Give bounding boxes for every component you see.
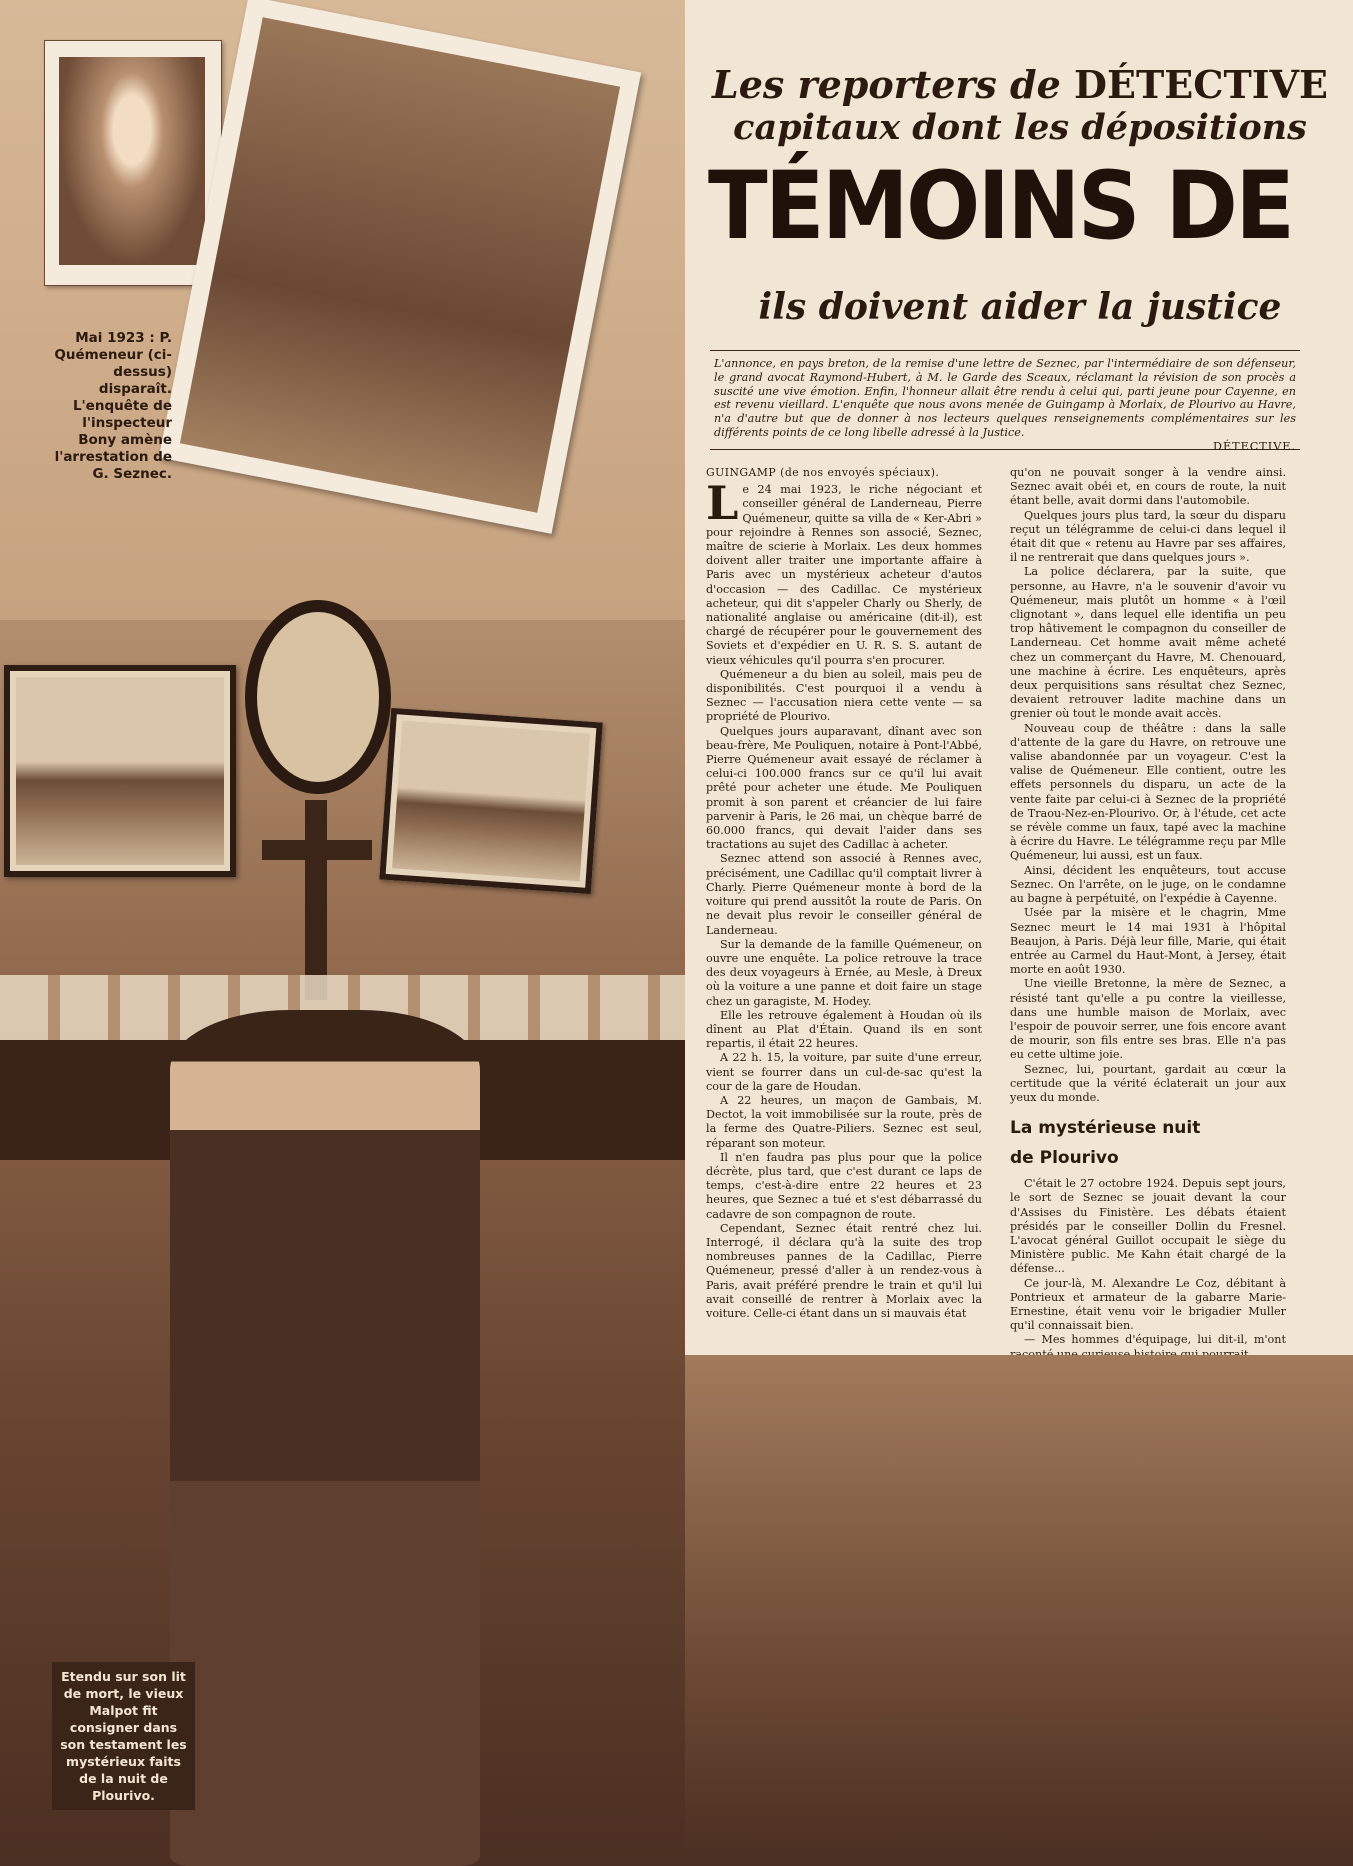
intro-box	[710, 350, 1300, 453]
paragraph: Nouveau coup de théâtre : dans la salle d'attente de la gare du Havre, on retrouve une valise abandonnée par un voyageur. C'est la valise de Quémeneur. Elle contient, outre les effets personnels du disparu, un acte de la vente faite par celui-ci à Seznec de la propriété de Traou-Nez-en-Plourivo. Or, à l'étude, cet acte se révèle comme un faux, tapé avec la machine à écrire du Havre. Le télégramme reçu par Mlle Quémeneur, lui aussi, est un faux.	[1010, 721, 1286, 863]
headline-line-2: capitaux dont les dépositions	[733, 107, 1307, 148]
paragraph: A 22 h. 15, la voiture, par suite d'une erreur, vient se fourrer dans un cul-de-sac qu'est la cour de la gare de Houdan.	[706, 1051, 982, 1093]
article-column-2	[1010, 466, 1286, 1347]
paragraph: Il n'en faudra pas plus pour que la police décrète, plus tard, que c'est durant ce laps de temps, c'est-à-dire entre 22 heures et 23 heures, que Seznec a tué et s'est débarrassé du cadavre de son compagnon de route.	[706, 1150, 982, 1221]
portrait-photo-quemeneur	[44, 40, 222, 286]
paragraph: e 24 mai 1923, le riche négociant et conseiller général de Landerneau, Pierre Quémeneur, quitte sa villa de « Ker-Abri » pour rejoindre à Rennes son associé, Seznec, maître de scierie à Morlaix. Les deux hommes doivent aller traiter une importante affaire à Paris avec un mystérieux acheteur d'autos d'occasion — des Cadillac. Ce mystérieux acheteur, qui dit s'appeler Charly ou Sherly, de nationalité anglaise ou américaine (dit-il), est chargé de récupérer pour le gouvernement des Soviets et d'expédier en U. R. S. S. autant de vieux véhicules qu'il pourra s'en procurer.	[706, 483, 982, 667]
paragraph: Cependant, Seznec était rentré chez lui. Interrogé, il déclara qu'à la suite des trop nombreuses pannes de la Cadillac, Pierre Quémeneur, pressé d'aller à un rendez-vous à Paris, avait préféré prendre le train et qu'il lui avait conseillé de rentrer à Morlaix avec la voiture. Celle-ci étant dans un si mauvais état	[706, 1221, 982, 1320]
paragraph: Ainsi, décident les enquêteurs, tout accuse Seznec. On l'arrête, on le juge, on le condamne au bagne à perpétuité, on l'expédie à Cayenne.	[1010, 863, 1286, 906]
paragraph: Quémeneur a du bien au soleil, mais peu de disponibilités. C'est pourquoi il a vendu à Seznec — l'accusation niera cette vente — sa propriété de Plourivo.	[706, 667, 982, 724]
intro-text: L'annonce, en pays breton, de la remise d'une lettre de Seznec, par l'intermédiaire de son défenseur, le grand avocat Raymond-Hubert, à M. le Garde des Sceaux, réclamant la révision de son procès a suscité une vive émotion. Enfin, l'honneur allait être rendu à celui qui, parti jeune pour Cayenne, en est revenu vieillard. L'enquête que nous avons menée de Guingamp à Morlaix, de Plourivo au Havre, n'a d'autre but que de donner à nos lecteurs quelques renseignements complémentaires sur les différents points de ce long libelle adressé à la Justice.	[714, 357, 1296, 439]
framed-painting-right	[379, 708, 602, 894]
paragraph: Elle les retrouve également à Houdan où ils dînent au Plat d'Étain. Quand ils en sont repartis, il était 22 heures.	[706, 1008, 982, 1051]
paragraph: Quelques jours plus tard, la sœur du disparu reçut un télégramme de celui-ci dans lequel il était dit que « retenu au Havre par ses affaires, il ne rentrerait que dans quelques jours ».	[1010, 508, 1286, 565]
dateline: GUINGAMP (de nos envoyés spéciaux).	[706, 466, 940, 479]
headline-line-3: ils doivent aider la justice	[758, 286, 1282, 328]
caption-top-left: Mai 1923 : P. Quémeneur (ci-dessus) disparaît. L'enquête de l'inspecteur Bony amène l'arrestation de G. Seznec.	[54, 330, 172, 482]
intro-signature: DÉTECTIVE.	[1212, 439, 1296, 453]
paragraph: La police déclarera, par la suite, que personne, au Havre, n'a le souvenir d'avoir vu Quémeneur, mais plutôt un homme « à l'œil clignotant », dans lequel elle identifia un peu trop hâtivement le compagnon du conseiller de Landerneau. Cet homme avait même acheté chez un commerçant du Havre, M. Chenouard, une machine à écrire. Les enquêteurs, après deux perquisitions sans résultat chez Seznec, devaient retrouver ladite machine dans un grenier où tout le monde avait accès.	[1010, 565, 1286, 721]
deathbed-photo	[685, 1355, 1353, 1866]
paragraph: Seznec attend son associé à Rennes avec, précisément, une Cadillac qu'il comptait livrer à Charly. Pierre Quémeneur monte à bord de la voiture qui prend aussitôt la route de Paris. On ne devait plus revoir le conseiller général de Landerneau.	[706, 852, 982, 937]
wooden-cross	[305, 800, 327, 1000]
paragraph: Ce jour-là, M. Alexandre Le Coz, débitant à Pontrieux et armateur de la gabarre Marie-Ernestine, était venu voir le brigadier Muller qu'il connaissait bien.	[1010, 1276, 1286, 1333]
paragraph: A 22 heures, un maçon de Gambais, M. Dectot, la voit immobilisée sur la route, près de la ferme des Quatre-Piliers. Seznec est seul, réparant son moteur.	[706, 1093, 982, 1150]
article-column-1	[706, 466, 982, 1320]
paragraph: Une vieille Bretonne, la mère de Seznec, a résisté tant qu'elle a pu contre la vieillesse, dans une humble maison de Morlaix, avec l'espoir de pouvoir serrer, une fois encore avant de mourir, son fils entre ses bras. Elle n'a pas eu cette ultime joie.	[1010, 977, 1286, 1062]
headline-line-1: Les reporters de DÉTECTIVE	[712, 62, 1328, 107]
paragraph: Seznec, lui, pourtant, gardait au cœur la certitude que la vérité éclaterait un jour aux yeux du monde.	[1010, 1062, 1286, 1104]
oval-mirror	[245, 600, 391, 794]
section-subheading: La mystérieuse nuit de Plourivo	[1010, 1118, 1201, 1169]
paragraph: Quelques jours auparavant, dînant avec son beau-frère, Me Pouliquen, notaire à Pont-l'Abbé, Pierre Quémeneur avait essayé de réclamer à celui-ci 100.000 francs sur ce qu'il lui avait prêté pour acheter une étude. Me Pouliquen promit à son parent et créancier de lui faire parvenir à Paris, le 26 mai, un chèque barré de 60.000 francs, qui devait l'aider dans ses tractations au sujet des Cadillac à acheter.	[706, 724, 982, 852]
paragraph: C'était le 27 octobre 1924. Depuis sept jours, le sort de Seznec se jouait devant la cour d'Assises du Finistère. Les débats étaient présidés par le conseiller Dollin du Fresnel. L'avocat général Guillot occupait le siège du Ministère public. Me Kahn était chargé de la défense...	[1010, 1177, 1286, 1276]
brand-name: DÉTECTIVE	[1074, 62, 1328, 107]
caption-bottom-left: Etendu sur son lit de mort, le vieux Malpot fit consigner dans son testament les mystérieux faits de la nuit de Plourivo.	[52, 1662, 195, 1810]
framed-painting-left	[4, 665, 236, 877]
paragraph: qu'on ne pouvait songer à la vendre ainsi. Seznec avait obéi et, en cours de route, la nuit étant belle, avait dormi dans l'automobile.	[1010, 466, 1286, 508]
standing-man	[170, 1010, 480, 1866]
main-headline: TÉMOINS DE	[708, 152, 1293, 261]
paragraph: — Mes hommes d'équipage, lui dit-il, m'ont	[1024, 1333, 1286, 1347]
drop-cap: L	[706, 476, 739, 531]
paragraph: Usée par la misère et le chagrin, Mme Seznec meurt le 14 mai 1931 à l'hôpital Beaujon, à Paris. Déjà leur fille, Marie, qui était entrée au Carmel du Haut-Mont, à Jersey, était morte en août 1930.	[1010, 906, 1286, 977]
paragraph: Sur la demande de la famille Quémeneur, on ouvre une enquête. La police retrouve la trace des deux voyageurs à Ernée, au Mesle, à Dreux où la voiture a une panne et doit faire un stage chez un garagiste, M. Hodey.	[706, 937, 982, 1008]
